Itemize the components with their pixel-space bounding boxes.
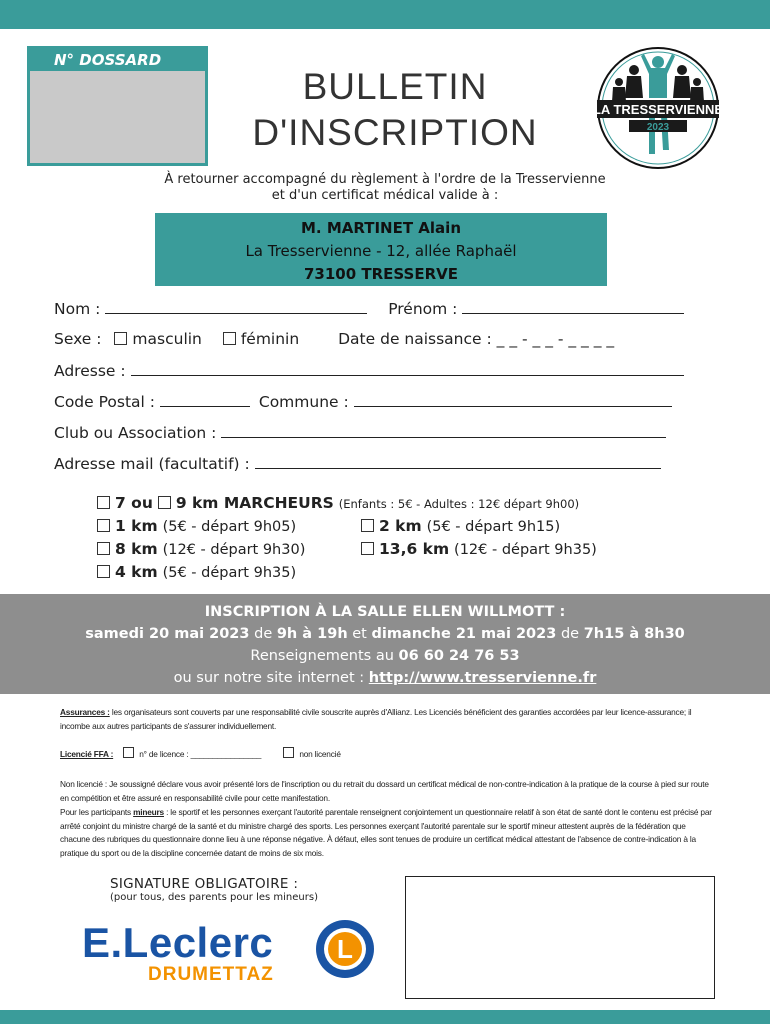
title-line-1: BULLETIN <box>302 66 488 107</box>
renseignements-label: Renseignements au <box>250 648 394 664</box>
mineurs-paragraph <box>60 806 715 860</box>
website-label: ou sur notre site internet : <box>173 670 365 686</box>
row-email <box>54 454 661 473</box>
inscription-hours-1: 9h à 19h <box>276 626 348 642</box>
race-8km-checkbox[interactable] <box>97 542 110 555</box>
feminin-label: féminin <box>240 330 300 348</box>
nom-field[interactable] <box>105 299 367 314</box>
licence-label: Licencié FFA : <box>60 749 114 759</box>
race-marcheurs <box>97 494 579 512</box>
row-code-postal <box>54 392 672 411</box>
non-licencie-checkbox[interactable] <box>283 747 294 758</box>
masculin-checkbox[interactable] <box>114 332 127 345</box>
club-field[interactable] <box>221 423 666 438</box>
non-licencie-paragraph <box>60 778 715 805</box>
race-1km-label: 1 km <box>115 517 158 535</box>
email-label: Adresse mail (facultatif) : <box>54 455 250 473</box>
inscription-title: INSCRIPTION À LA SALLE ELLEN WILLMOTT : <box>204 604 566 620</box>
race-8km-detail: (12€ - départ 9h30) <box>162 542 306 558</box>
email-field[interactable] <box>255 454 661 469</box>
row-nom-prenom <box>54 299 684 318</box>
assurances-label: Assurances : <box>60 707 110 717</box>
inscription-date-2: dimanche 21 mai 2023 <box>371 626 557 642</box>
bottom-band <box>0 1010 770 1024</box>
leclerc-logo-letter: L <box>337 934 353 964</box>
inscription-dates <box>0 623 770 645</box>
assurances-paragraph <box>60 706 715 733</box>
nom-label: Nom : <box>54 300 101 318</box>
renseignements <box>0 645 770 667</box>
feminin-checkbox[interactable] <box>223 332 236 345</box>
signature-label: SIGNATURE OBLIGATOIRE : <box>110 876 299 892</box>
row-adresse <box>54 361 684 380</box>
address-block <box>155 213 607 286</box>
licence-row <box>60 747 715 762</box>
address-city: 73100 TRESSERVE <box>303 265 459 283</box>
top-band <box>0 0 770 29</box>
adresse-field[interactable] <box>131 361 684 376</box>
instructions-line-1: À retourner accompagné du règlement à l'ordre de la Tresservienne <box>164 172 606 187</box>
inscription-de-1: de <box>254 626 273 642</box>
row-club <box>54 423 666 442</box>
race-1km-detail: (5€ - départ 9h05) <box>162 519 297 535</box>
phone-number: 06 60 24 76 53 <box>398 648 520 664</box>
code-postal-label: Code Postal : <box>54 393 155 411</box>
sexe-label: Sexe : <box>54 330 102 348</box>
leclerc-logo-icon <box>314 918 376 980</box>
race-2km <box>361 517 560 535</box>
website-line <box>0 667 770 689</box>
signature-sub: (pour tous, des parents pour les mineurs) <box>110 892 318 903</box>
prenom-field[interactable] <box>462 299 684 314</box>
mineurs-word: mineurs <box>133 807 164 817</box>
address-street: La Tresservienne - 12, allée Raphaël <box>245 242 517 260</box>
website-link[interactable]: http://www.tresservienne.fr <box>368 670 597 686</box>
instructions-line-2: et d'un certificat médical valide à : <box>271 188 499 203</box>
leclerc-sponsor <box>82 920 382 990</box>
title-line-2: D'INSCRIPTION <box>252 112 538 153</box>
race-13km-detail: (12€ - départ 9h35) <box>454 542 597 558</box>
race-4km-detail: (5€ - départ 9h35) <box>162 565 297 581</box>
race-13km <box>361 540 597 558</box>
prenom-label: Prénom : <box>388 300 458 318</box>
race-4km-checkbox[interactable] <box>97 565 110 578</box>
row-sexe <box>54 330 614 348</box>
inscription-band <box>0 594 770 694</box>
code-postal-field[interactable] <box>160 392 250 407</box>
race-8km-label: 8 km <box>115 540 158 558</box>
mineurs-prefix: Pour les participants <box>60 807 131 817</box>
masculin-label: masculin <box>132 330 202 348</box>
dossard-label: N° DOSSARD <box>30 49 205 71</box>
inscription-et: et <box>352 626 367 642</box>
race-4km-label: 4 km <box>115 563 158 581</box>
marcheurs-7-checkbox[interactable] <box>97 496 110 509</box>
leclerc-town: DRUMETTAZ <box>148 964 274 985</box>
inscription-de-2: de <box>560 626 580 642</box>
signature-box[interactable] <box>405 876 715 999</box>
tresservienne-logo <box>589 46 727 170</box>
marcheurs-9-label: 9 km MARCHEURS <box>175 494 334 512</box>
logo-name: LA TRESSERVIENNE <box>592 102 724 117</box>
race-2km-label: 2 km <box>379 517 422 535</box>
leclerc-brand: E.Leclerc <box>82 919 274 966</box>
marcheurs-detail: (Enfants : 5€ - Adultes : 12€ départ 9h00) <box>338 497 580 511</box>
logo-year: 2023 <box>646 122 670 133</box>
race-13km-checkbox[interactable] <box>361 542 374 555</box>
assurances-text: les organisateurs sont couverts par une responsabilité civile souscrite auprès d'Allianz. Les Licenciés bénéficient des garanties accordées par leur licence-assurance; il incombe aux autres participants de s'assurer individuellement. <box>60 707 692 731</box>
commune-label: Commune : <box>258 393 349 411</box>
licence-checkbox[interactable] <box>123 747 134 758</box>
mineurs-text: : le sportif et les personnes exerçant l'autorité parentale renseignent conjointement un questionnaire relatif à son état de santé dont le contenu est précisé par arrêté conjoint du ministre chargé de la santé et du ministre chargé des sports. Les personnes exerçant l'autorité parentale sur le sportif mineur attestent auprès de la fédération que chacune des rubriques du questionnaire donne lieu à une réponse négative. À défaut, elles sont tenues de produire un certificat médical attestant de l'absence de contre-indication à la pratique du sport ou de la discipline concernée datant de moins de six mois. <box>60 807 712 858</box>
dossard-box[interactable] <box>27 46 208 166</box>
race-4km <box>97 563 296 581</box>
commune-field[interactable] <box>354 392 672 407</box>
race-8km <box>97 540 305 558</box>
club-label: Club ou Association : <box>54 424 217 442</box>
date-naissance-field[interactable]: Date de naissance : _ _ - _ _ - _ _ _ _ <box>338 330 615 348</box>
marcheurs-7-label: 7 ou <box>115 494 153 512</box>
instructions <box>100 172 670 204</box>
non-licencie-text: Non licencié : Je soussigné déclare vous avoir présenté lors de l'inscription ou du retrait du dossard un certificat médical de non-contre-indication à la pratique de la course à pied sur route en compétition et être assuré en responsabilité civile pour cette manifestation. <box>60 779 709 803</box>
inscription-date-1: samedi 20 mai 2023 <box>85 626 250 642</box>
race-13km-label: 13,6 km <box>379 540 450 558</box>
race-1km <box>97 517 296 535</box>
race-2km-detail: (5€ - départ 9h15) <box>426 519 561 535</box>
address-name: M. MARTINET Alain <box>300 219 462 237</box>
adresse-label: Adresse : <box>54 362 126 380</box>
race-2km-checkbox[interactable] <box>361 519 374 532</box>
marcheurs-9-checkbox[interactable] <box>158 496 171 509</box>
page-title <box>230 64 560 156</box>
race-1km-checkbox[interactable] <box>97 519 110 532</box>
inscription-hours-2: 7h15 à 8h30 <box>583 626 685 642</box>
non-licencie-label: non licencié <box>299 749 341 759</box>
licence-number-field[interactable]: n° de licence : ________________ <box>139 749 262 759</box>
